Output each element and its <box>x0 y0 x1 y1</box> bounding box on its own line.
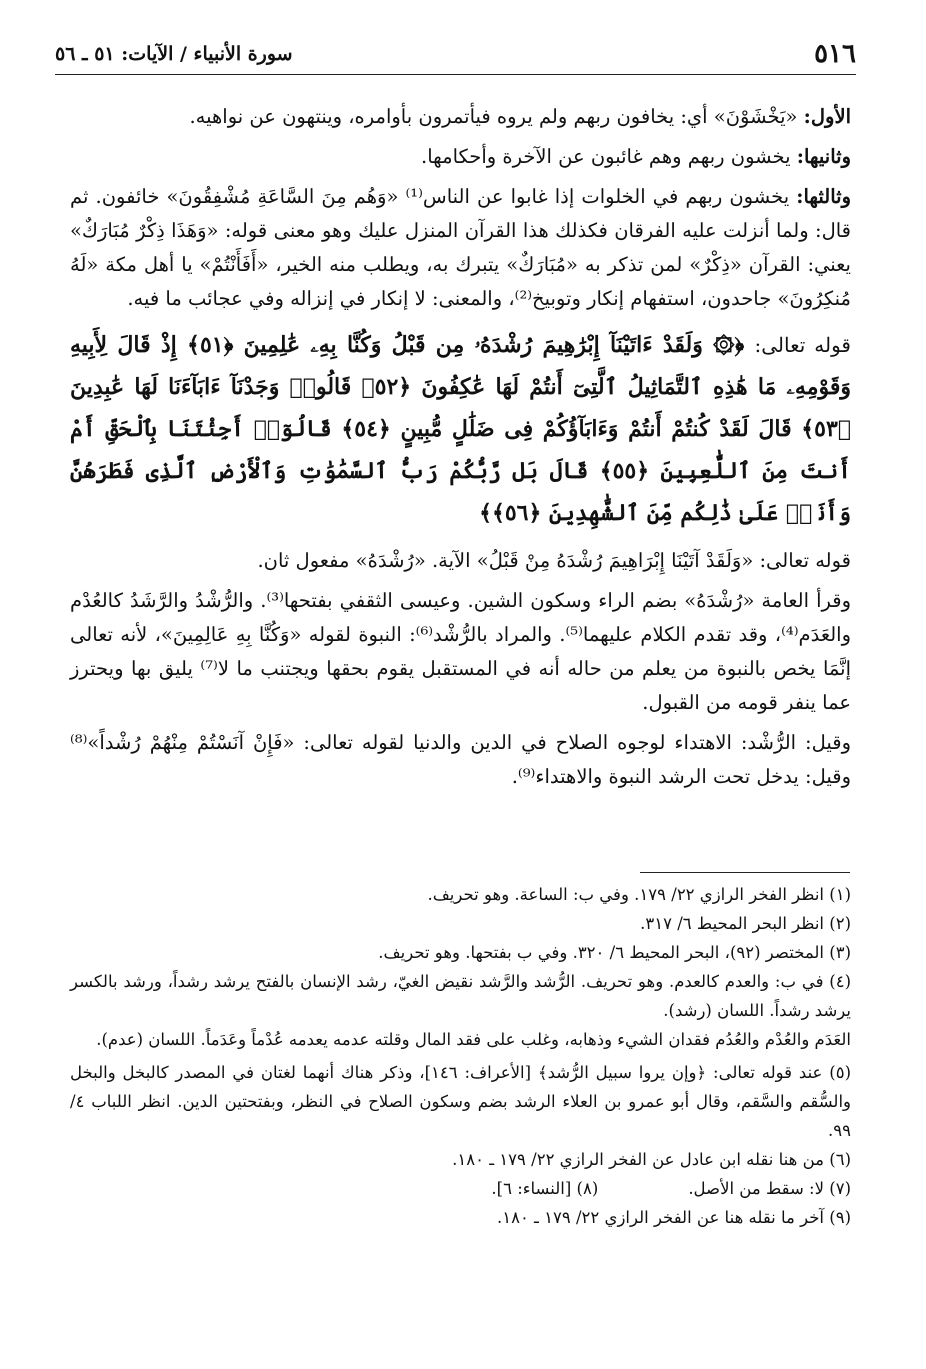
paragraph-fifth: وقرأ العامة «رُشْدَهُ» بضم الراء وسكون الشين. وعيسى الثقفي بفتحها⁽³⁾. والرُّشْدُ والرَّشَدُ كالعُدْم والعَدَم⁽⁴⁾، وقد تقدم الكلام عليهما⁽⁵⁾. والمراد بالرُّشْد⁽⁶⁾: النبوة لقوله «وَكُنَّا بِهِ عَالِمِينَ»، لأنه تعالى إنَّمَا يخص بالنبوة من يعلم من حاله أنه في المستقبل يقوم بحقها ويجتنب ما لا⁽⁷⁾ يليق بها ويحترز عما ينفر قومه من القبول. <box>70 589 852 714</box>
page-number: ٥١٦ <box>814 39 856 69</box>
footnote-4: (٤) في ب: والعدم كالعدم. وهو تحريف. الرُّشد والرَّشد نقيض الغيّ، رشد الإنسان بالفتح يرشد رشداً، ورشد بالكسر يرشد رشداً. اللسان (رشد). <box>70 972 851 1020</box>
quran-verses <box>70 324 851 534</box>
footnotes <box>70 880 851 1232</box>
verse-text: ﴿۞ وَلَقَدْ ءَاتَيْنَآ إِبْرَٰهِيمَ رُشْدَهُۥ مِن قَبْلُ وَكُنَّا بِهِۦ عَٰلِمِينَ ﴿٥١﴾ إِذْ قَالَ لِأَبِيهِ وَقَوْمِهِۦ مَا هَٰذِهِ ٱلتَّمَاثِيلُ ٱلَّتِىٓ أَنتُمْ لَهَا عَٰكِفُونَ ﴿٥٢﴾ قَالُوا۟ وَجَدْنَآ ءَابَآءَنَا لَهَا عَٰبِدِينَ ﴿٥٣﴾ قَالَ لَقَدْ كُنتُمْ أَنتُمْ وَءَابَآؤُكُمْ فِى ضَلَٰلٍ مُّبِينٍ ﴿٥٤﴾ قَالُوٓا۟ أَجِئْتَنَا بِٱلْحَقِّ أَمْ أَنتَ مِنَ ٱللَّٰعِبِينَ ﴿٥٥﴾ قَالَ بَل رَّبُّكُمْ رَبُّ ٱلسَّمَٰوَٰتِ وَٱلْأَرْضِ ٱلَّذِى فَطَرَهُنَّ وَأَنَا۠ عَلَىٰ ذَٰلِكُم مِّنَ ٱلشَّٰهِدِينَ ﴿٥٦﴾﴾ <box>70 332 852 526</box>
label-second: وثانيها: <box>796 145 851 168</box>
footnote-separator <box>640 872 850 873</box>
page-header <box>55 34 856 75</box>
footnote-2: (٢) انظر البحر المحيط ٦/ ٣١٧. <box>640 914 851 933</box>
footnote-5: (٥) عند قوله تعالى: ﴿وإن يروا سبيل الرُّشد﴾ [الأعراف: ١٤٦]، وذكر هناك أنهما لغتان في المصدر كالبخل والبخل والسُّقم والسَّقم، وقال أبو عمرو بن العلاء الرشد بضم وسكون الصلاح في النظر، وبفتحتين الدين. انظر اللباب ٤/ ٩٩. <box>70 1063 851 1140</box>
main-text <box>70 100 851 800</box>
text-second: يخشون ربهم وهم غائبون عن الآخرة وأحكامها. <box>421 145 791 168</box>
label-third: وثالثها: <box>796 185 851 208</box>
footnote-6: (٦) من هنا نقله ابن عادل عن الفخر الرازي ٢٢/ ١٧٩ ـ ١٨٠. <box>452 1150 851 1169</box>
paragraph-sixth: وقيل: الرُّشْد: الاهتداء لوجوه الصلاح في الدين والدنيا لقوله تعالى: «فَإِنْ آنَسْتُمْ مِنْهُمْ رُشْداً»⁽⁸⁾ وقيل: يدخل تحت الرشد النبوة والاهتداء⁽⁹⁾. <box>70 731 851 788</box>
running-head: سورة الأنبياء / الآيات: ٥١ ـ ٥٦ <box>55 43 293 65</box>
label-first: الأول: <box>803 105 851 128</box>
text-first: «يَخْشَوْنَ» أي: يخافون ربهم ولم يروه فيأتمرون بأوامره، وينتهون عن نواهيه. <box>189 105 798 128</box>
paragraph-first <box>70 100 851 134</box>
paragraph-third <box>70 180 851 316</box>
footnote-4-continuation: العَدَم والعُدْم والعُدُم فقدان الشيء وذهابه، وغلب على فقد المال وقلته عدمه يعدمه عُدْماً وعَدَماً. اللسان (عدم). <box>96 1030 851 1049</box>
text-third: يخشون ربهم في الخلوات إذا غابوا عن الناس⁽¹⁾ «وَهُم مِنَ السَّاعَةِ مُشْفِقُونَ» خائفون. ثم قال: ولما أنزلت عليه الفرقان فكذلك هذا القرآن المنزل عليك وهو معنى قوله: «وَهَذَا ذِكْرٌ مُبَارَكٌ» يعني: القرآن «ذِكْرٌ» لمن تذكر به «مُبَارَكٌ» يتبرك به، ويطلب منه الخير، «أَفَأَنْتُمْ» يا أهل مكة «لَهُ مُنكِرُونَ» جاحدون، استفهام إنكار وتوبيخ⁽²⁾، والمعنى: لا إنكار في إنزاله وفي عجائب ما فيه. <box>70 185 851 310</box>
footnote-9: (٩) آخر ما نقله هنا عن الفخر الرازي ٢٢/ ١٧٩ ـ ١٨٠. <box>496 1208 851 1227</box>
footnote-8: (٨) [النساء: ٦]. <box>491 1179 599 1198</box>
footnote-7: (٧) لا: سقط من الأصل. <box>688 1179 851 1198</box>
footnote-row-7-8 <box>70 1174 851 1203</box>
verse-intro: قوله تعالى: <box>754 333 851 357</box>
paragraph-fourth: قوله تعالى: «وَلَقَدْ آتَيْنَا إِبْرَاهِيمَ رُشْدَهُ مِنْ قَبْلُ» الآية. «رُشْدَهُ» مفعول ثان. <box>257 549 851 572</box>
footnote-3: (٣) المختصر (٩٢)، البحر المحيط ٦/ ٣٢٠. وفي ب بفتحها. وهو تحريف. <box>378 943 851 962</box>
footnote-1: (١) انظر الفخر الرازي ٢٢/ ١٧٩. وفي ب: الساعة. وهو تحريف. <box>427 885 851 904</box>
paragraph-second <box>70 140 851 174</box>
